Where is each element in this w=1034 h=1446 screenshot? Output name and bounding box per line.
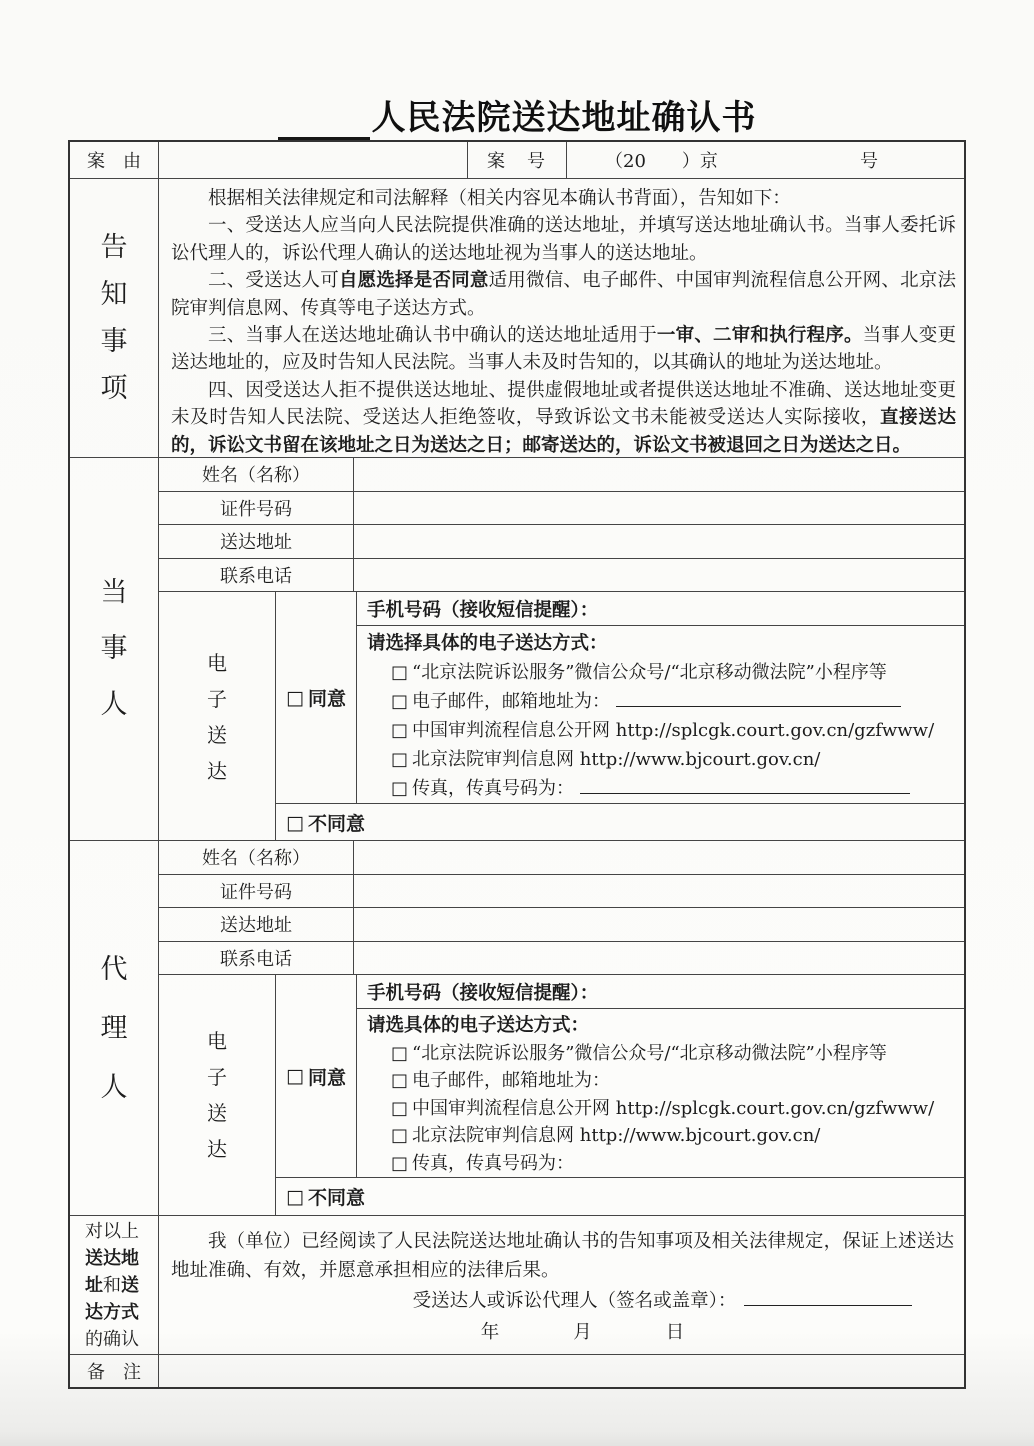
checkbox-icon[interactable]: □ (391, 749, 409, 770)
case-number-prefix: （20 ）京 (605, 151, 718, 172)
mobile-number-label[interactable]: 手机号码（接收短信提醒）： (357, 975, 964, 1009)
agent-electronic-service (159, 974, 964, 1215)
signature-blank-line[interactable] (744, 1287, 912, 1306)
party-electronic-service (159, 591, 964, 841)
field-label-name: 姓名（名称） (159, 458, 354, 491)
remark-input[interactable] (158, 1355, 964, 1387)
agent-body (158, 841, 964, 1215)
option-wechat: □ “北京法院诉讼服务”微信公众号/“北京移动微法院”小程序等 (367, 1040, 958, 1068)
case-cause-label: 案 由 (87, 151, 141, 172)
electronic-service-label-cell (159, 975, 275, 1215)
agree-detail (356, 975, 964, 1177)
field-label-address: 送达地址 (159, 908, 354, 941)
electronic-options (357, 626, 964, 803)
options-header: 请选择具体的电子送达方式： (367, 633, 608, 654)
checkbox-icon[interactable]: □ (391, 691, 409, 712)
confirmation-label: 对以上送达地址和送达方式的确认 (85, 1220, 139, 1350)
agent-fields (159, 841, 964, 974)
table-row (159, 558, 964, 592)
electronic-service-body (275, 592, 964, 841)
disagree-checkbox-icon[interactable]: □ (286, 1185, 304, 1208)
electronic-service-label: 电子送达 (207, 1029, 227, 1161)
table-row (159, 524, 964, 558)
table-row (159, 491, 964, 525)
party-label: 当事人 (100, 577, 128, 720)
remark-row (70, 1354, 964, 1387)
electronic-service-label: 电子送达 (207, 650, 227, 783)
confirmation-label-cell (70, 1216, 158, 1354)
field-input-address[interactable] (354, 525, 964, 558)
option-bjcourt-site: □ 北京法院审判信息网 http://www.bjcourt.gov.cn/ (367, 1122, 958, 1150)
case-info-row (70, 142, 964, 178)
court-name-blank[interactable] (278, 102, 370, 140)
notice-label: 告知事项 (100, 232, 128, 404)
field-input-name[interactable] (354, 458, 964, 491)
field-label-address: 送达地址 (159, 525, 354, 558)
notice-item-3: 三、当事人在送达地址确认书中确认的送达地址适用于一审、二审和执行程序。当事人变更送达地址的，应及时告知人民法院。当事人未及时告知的，以其确认的地址为送达地址。 (171, 325, 956, 374)
agent-section (70, 840, 964, 1215)
party-section (70, 457, 964, 840)
checkbox-icon[interactable]: □ (391, 778, 409, 799)
field-input-address[interactable] (354, 908, 964, 941)
table-row (159, 941, 964, 975)
disagree-option[interactable]: □ 不同意 (276, 1177, 964, 1215)
email-blank-line[interactable] (616, 688, 901, 707)
case-number-label: 案 号 (467, 142, 566, 178)
fax-blank-line[interactable] (580, 775, 910, 794)
mobile-number-label[interactable]: 手机号码（接收短信提醒）： (357, 592, 964, 626)
notice-item-1: 一、受送达人应当向人民法院提供准确的送达地址，并填写送达地址确认书。当事人委托诉讼代理人的，诉讼代理人确认的送达地址视为当事人的送达地址。 (171, 215, 956, 264)
confirmation-body (158, 1216, 964, 1354)
field-input-name[interactable] (354, 841, 964, 874)
field-label-id: 证件号码 (159, 875, 354, 908)
party-body (158, 458, 964, 840)
option-fax: □ 传真，传真号码为： (367, 1150, 958, 1178)
agent-label-cell (70, 841, 158, 1215)
notice-intro: 根据相关法律规定和司法解释（相关内容见本确认书背面），告知如下： (208, 188, 791, 209)
agree-checkbox-icon[interactable]: □ (286, 1065, 304, 1087)
option-bjcourt-site: □ 北京法院审判信息网 http://www.bjcourt.gov.cn/ (367, 745, 958, 774)
disagree-checkbox-icon[interactable]: □ (286, 811, 304, 834)
checkbox-icon[interactable]: □ (391, 720, 409, 741)
field-label-phone: 联系电话 (159, 942, 354, 975)
confirmation-statement: 我（单位）已经阅读了人民法院送达地址确认书的告知事项及相关法律规定，保证上述送达地址准确、有效，并愿意承担相应的法律后果。 (171, 1231, 954, 1281)
form-title-band (0, 0, 1034, 140)
agent-label: 代理人 (100, 953, 128, 1103)
electronic-service-body (275, 975, 964, 1215)
agree-option[interactable]: □ 同意 (286, 1065, 346, 1089)
notice-body (158, 179, 964, 457)
case-number-value[interactable] (566, 142, 964, 178)
notice-item-4: 四、因受送达人拒不提供送达地址、提供虚假地址或者提供送达地址不准确、送达地址变更未及时告知人民法院、受送达人拒绝签收，导致诉讼文书未能被受送达人实际接收，直接送达的，诉讼文书留在该地址之日为送达之日；邮寄送达的，诉讼文书被退回之日为送达之日。 (171, 379, 956, 456)
checkbox-icon[interactable]: □ (391, 662, 409, 683)
confirmation-section (70, 1215, 964, 1354)
checkbox-icon[interactable]: □ (391, 1042, 409, 1064)
table-row (159, 458, 964, 491)
field-label-name: 姓名（名称） (159, 841, 354, 874)
case-cause-input[interactable] (158, 142, 467, 178)
options-header: 请选具体的电子送达方式： (367, 1015, 590, 1036)
table-row (159, 874, 964, 908)
electronic-service-label-cell (159, 592, 275, 841)
table-row (159, 841, 964, 874)
notice-label-cell (70, 179, 158, 457)
option-email: □ 电子邮件，邮箱地址为： (367, 1067, 958, 1095)
party-label-cell (70, 458, 158, 840)
field-input-phone[interactable] (354, 559, 964, 592)
table-row (159, 907, 964, 941)
remark-label: 备 注 (87, 1362, 141, 1383)
checkbox-icon[interactable]: □ (391, 1097, 409, 1119)
option-wechat: □ “北京法院诉讼服务”微信公众号/“北京移动微法院”小程序等 (367, 658, 958, 687)
field-input-id[interactable] (354, 875, 964, 908)
field-input-phone[interactable] (354, 942, 964, 975)
party-fields (159, 458, 964, 591)
checkbox-icon[interactable]: □ (391, 1125, 409, 1146)
notice-row (70, 178, 964, 457)
form-title: 人民法院送达地址确认书 (371, 98, 757, 138)
disagree-option[interactable]: □ 不同意 (276, 803, 964, 841)
checkbox-icon[interactable]: □ (391, 1070, 409, 1091)
checkbox-icon[interactable]: □ (391, 1152, 409, 1174)
date-line[interactable]: 年 月 日 (480, 1321, 685, 1343)
signature-line (171, 1287, 954, 1316)
agree-checkbox-icon[interactable]: □ (286, 686, 304, 709)
case-number-suffix: 号 (860, 151, 878, 172)
agree-detail (356, 592, 964, 803)
field-label-phone: 联系电话 (159, 559, 354, 592)
agree-block (276, 592, 964, 803)
agree-option[interactable]: □ 同意 (286, 686, 346, 710)
agree-block (276, 975, 964, 1177)
form-table (68, 140, 966, 1389)
option-court-process-site: □ 中国审判流程信息公开网 http://splcgk.court.gov.cn/gzfwww/ (367, 1095, 958, 1123)
signature-label: 受送达人或诉讼代理人（签名或盖章）： (412, 1290, 737, 1312)
option-fax: □ 传真，传真号码为： (367, 774, 958, 803)
electronic-options (357, 1009, 964, 1177)
option-court-process-site: □ 中国审判流程信息公开网 http://splcgk.court.gov.cn/gzfwww/ (367, 716, 958, 745)
notice-item-2: 二、受送达人可自愿选择是否同意适用微信、电子邮件、中国审判流程信息公开网、北京法院审判信息网、传真等电子送达方式。 (171, 270, 956, 319)
option-email: □ 电子邮件，邮箱地址为： (367, 687, 958, 716)
field-input-id[interactable] (354, 492, 964, 525)
field-label-id: 证件号码 (159, 492, 354, 525)
